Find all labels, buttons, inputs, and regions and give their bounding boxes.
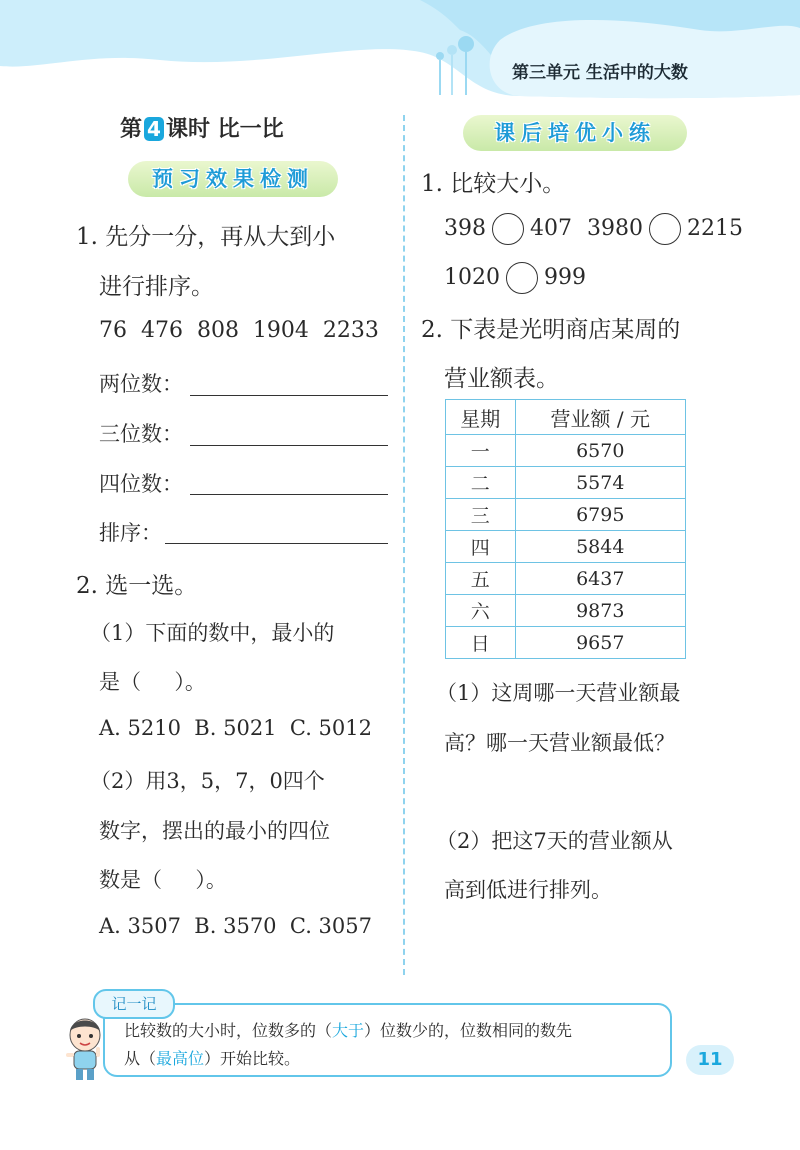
table-row: [446, 563, 686, 595]
note-answer-greater: 大于: [332, 1021, 365, 1040]
note-line2-a: 从（: [124, 1049, 157, 1068]
lesson-title: [120, 112, 284, 143]
label-four-digit: 四位数：: [99, 472, 183, 496]
table-cell-day: 二: [446, 467, 516, 499]
note-tag: 记一记: [93, 989, 175, 1019]
table-cell-sales: 5844: [515, 531, 685, 563]
table-cell-day: 六: [446, 595, 516, 627]
label-order: 排序：: [99, 521, 162, 545]
table-row: [446, 499, 686, 531]
lesson-number-badge: 4: [144, 117, 164, 141]
table-cell-day: 一: [446, 435, 516, 467]
table-cell-day: 五: [446, 563, 516, 595]
left-q2-sub1-line1: （1）下面的数中，最小的: [90, 621, 335, 645]
section-title-preview: 预习效果检测: [128, 161, 338, 197]
left-q2-sub1-line2: 是（ ）。: [99, 670, 206, 694]
compare-a-3: 1020: [444, 265, 500, 290]
lesson-prefix: 第: [120, 117, 143, 142]
right-q2-line1: 2. 下表是光明商店某周的: [421, 317, 681, 343]
page-number: 11: [686, 1045, 734, 1075]
sales-table: [445, 399, 686, 659]
compare-circle-1[interactable]: [492, 213, 524, 245]
left-q2-title: 2. 选一选。: [76, 573, 198, 599]
table-cell-sales: 5574: [515, 467, 685, 499]
left-q1-numbers: 76 476 808 1904 2233: [99, 318, 379, 343]
note-answer-highest-place: 最高位: [156, 1049, 205, 1068]
left-q2-sub2-line1: （2）用3，5，7，0四个: [90, 769, 325, 793]
table-header-row: [446, 400, 686, 435]
compare-circle-2[interactable]: [649, 213, 681, 245]
table-header-day: 星期: [446, 400, 516, 435]
right-q2-sub1-line2: 高？哪一天营业额最低？: [444, 731, 675, 755]
header-banner: [0, 0, 800, 110]
right-q2-sub2-line1: （2）把这7天的营业额从: [436, 829, 673, 853]
section-title-practice: 课后培优小练: [463, 115, 687, 151]
table-row: [446, 627, 686, 659]
table-cell-sales: 6437: [515, 563, 685, 595]
unit-title: 第三单元 生活中的大数: [512, 63, 688, 83]
table-cell-sales: 9657: [515, 627, 685, 659]
table-row: [446, 435, 686, 467]
right-q2-sub1-line1: （1）这周哪一天营业额最: [436, 681, 681, 705]
answer-line-two-digit[interactable]: [190, 395, 388, 396]
compare-row-2: [444, 262, 586, 294]
right-q2-line2: 营业额表。: [444, 366, 559, 392]
answer-line-order[interactable]: [165, 543, 388, 544]
compare-row-1: [444, 213, 743, 245]
left-q1-line2: 进行排序。: [99, 274, 214, 300]
note-line2: [124, 1046, 300, 1069]
table-cell-sales: 6795: [515, 499, 685, 531]
table-row: [446, 531, 686, 563]
table-row: [446, 595, 686, 627]
left-q2-sub2-options: A. 3507 B. 3570 C. 3057: [99, 914, 372, 938]
label-three-digit: 三位数：: [99, 422, 183, 446]
left-q1-line1: 1. 先分一分，再从大到小: [76, 224, 336, 250]
note-line1-c: ）位数少的，位数相同的数先: [364, 1021, 573, 1040]
table-cell-sales: 6570: [515, 435, 685, 467]
compare-a-2: 3980: [587, 216, 643, 241]
compare-circle-3[interactable]: [506, 262, 538, 294]
note-line2-c: ）开始比较。: [204, 1049, 301, 1068]
column-divider: [403, 115, 405, 975]
answer-line-four-digit[interactable]: [190, 494, 388, 495]
lesson-suffix: 课时 比一比: [165, 117, 284, 142]
left-q2-sub1-options: A. 5210 B. 5021 C. 5012: [99, 716, 372, 740]
compare-b-3: 999: [544, 265, 586, 290]
left-q2-sub2-line2: 数字，摆出的最小的四位: [99, 819, 330, 843]
note-line1: [124, 1018, 572, 1041]
right-q1-title: 1. 比较大小。: [421, 171, 566, 197]
table-cell-sales: 9873: [515, 595, 685, 627]
table-header-sales: 营业额 / 元: [515, 400, 685, 435]
answer-line-three-digit[interactable]: [190, 445, 388, 446]
label-two-digit: 两位数：: [99, 372, 183, 396]
right-q2-sub2-line2: 高到低进行排列。: [444, 878, 612, 902]
compare-a-1: 398: [444, 216, 486, 241]
note-line1-a: 比较数的大小时，位数多的（: [124, 1021, 333, 1040]
table-cell-day: 三: [446, 499, 516, 531]
mascot-boy-icon: [60, 1015, 110, 1083]
table-cell-day: 日: [446, 627, 516, 659]
table-cell-day: 四: [446, 531, 516, 563]
left-q2-sub2-line3: 数是（ ）。: [99, 868, 227, 892]
compare-b-2: 2215: [687, 216, 743, 241]
table-row: [446, 467, 686, 499]
compare-b-1: 407: [530, 216, 572, 241]
